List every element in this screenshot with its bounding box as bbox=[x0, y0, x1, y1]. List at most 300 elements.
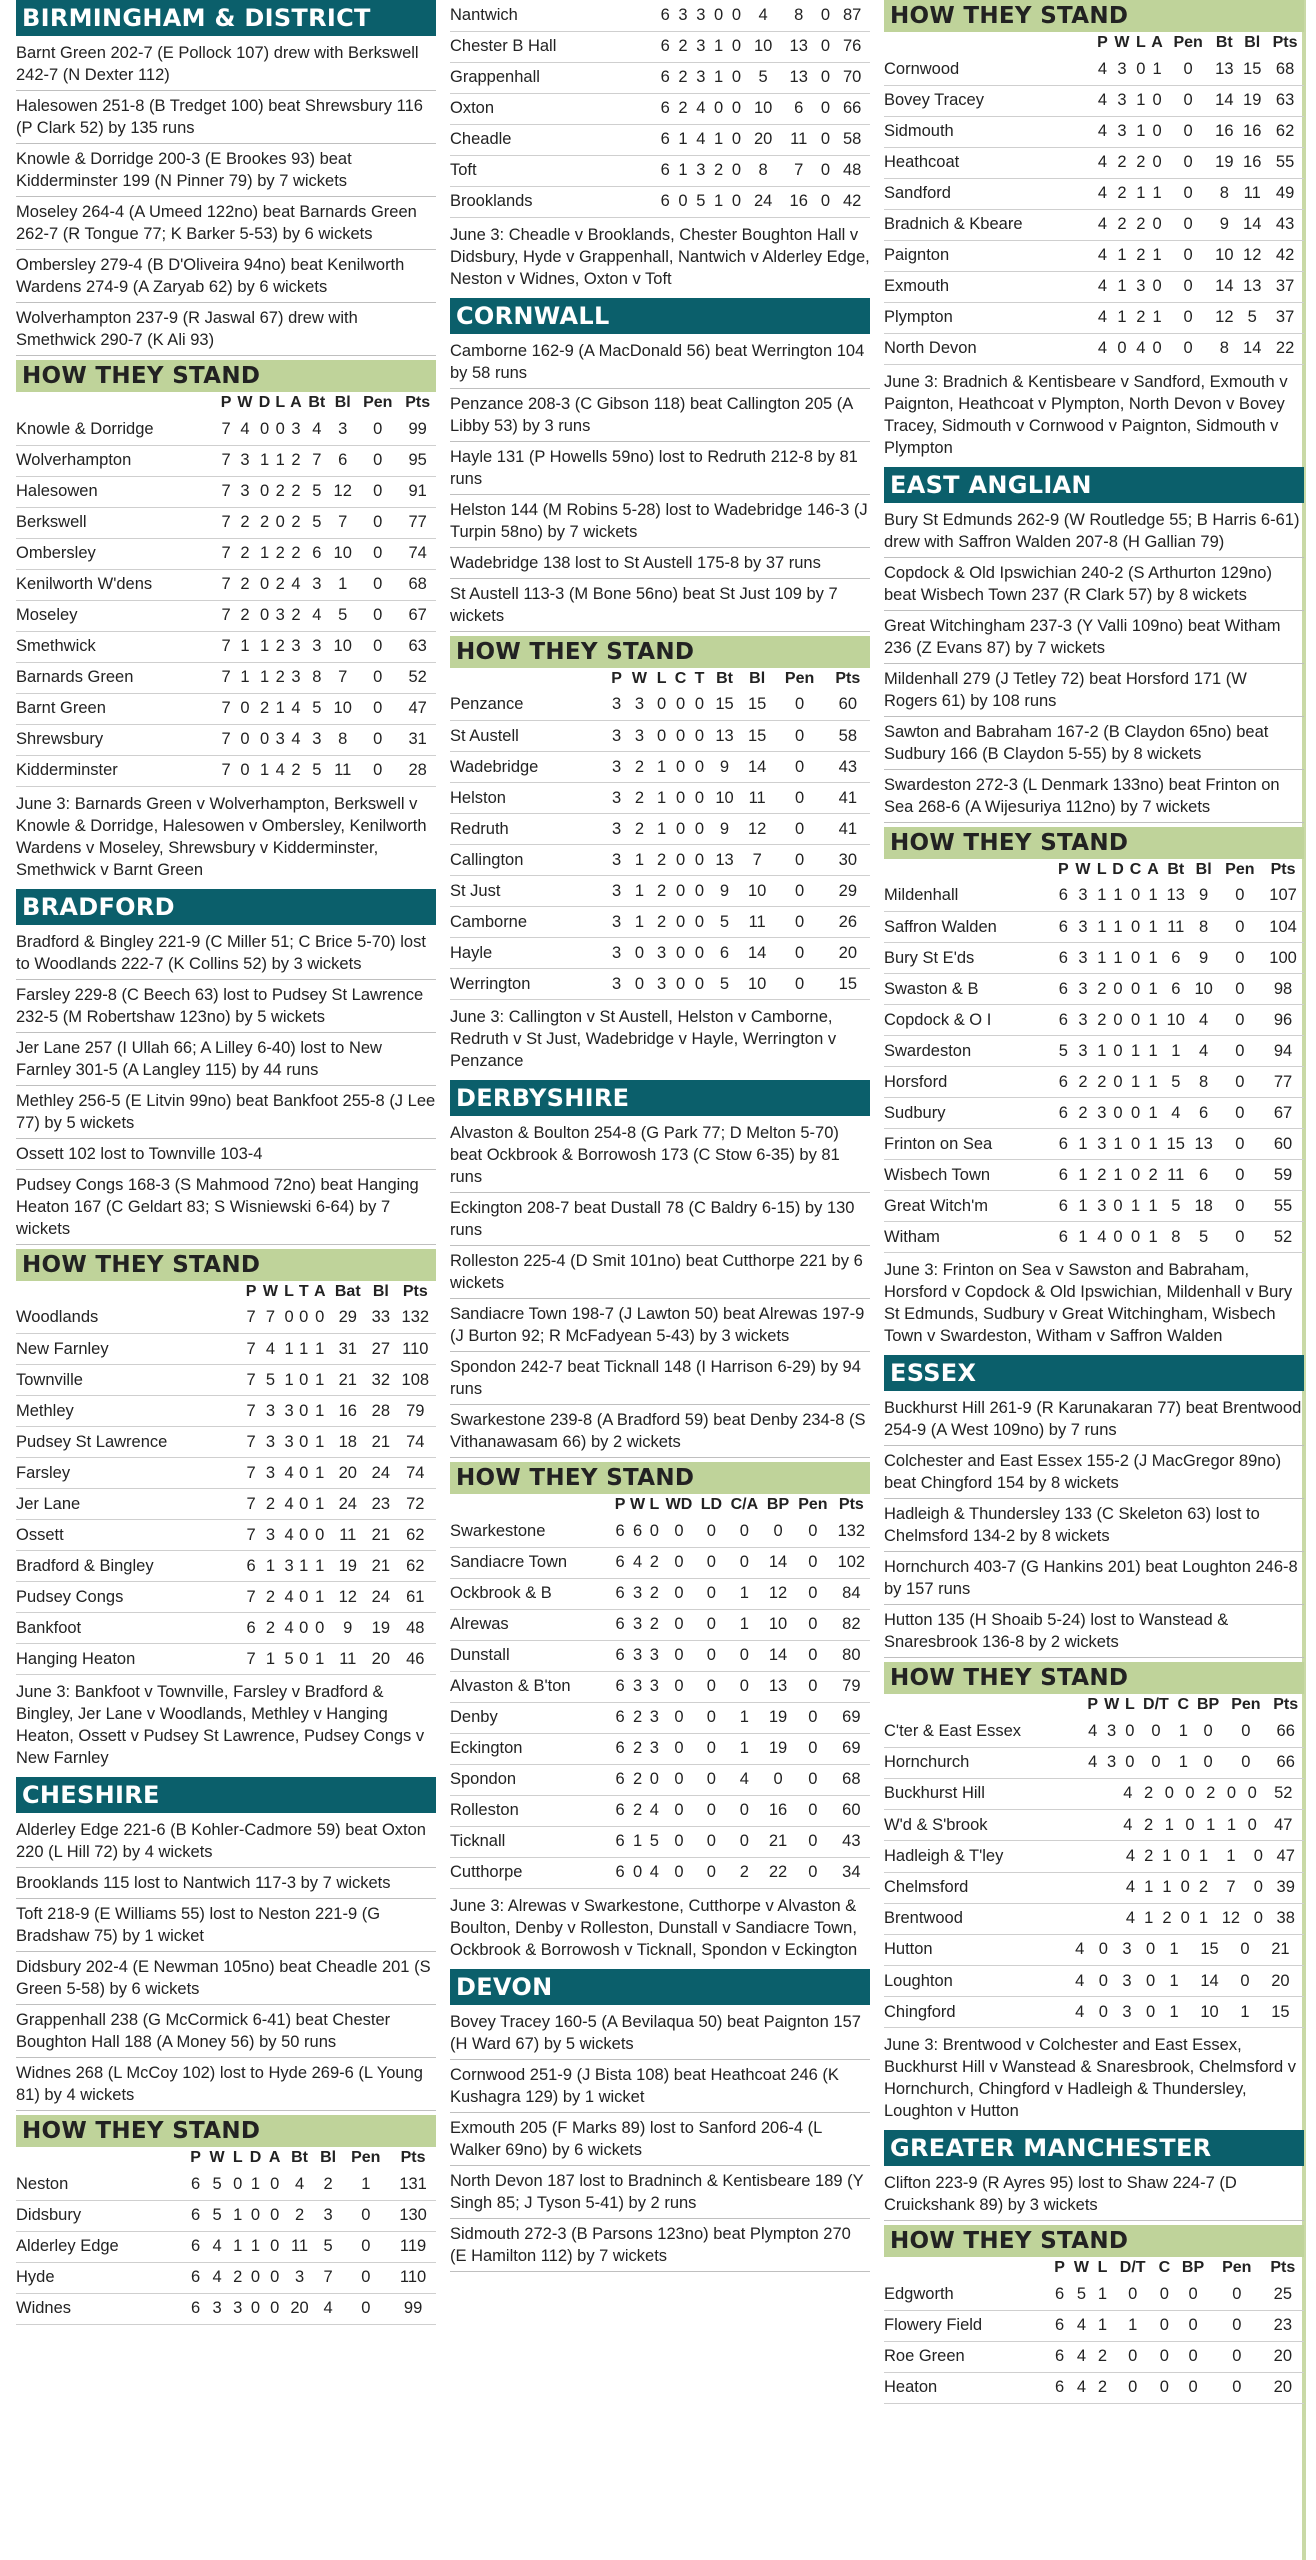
stat-cell: 2 bbox=[234, 507, 256, 538]
team-name: Paignton bbox=[884, 240, 1094, 271]
stat-cell: 0 bbox=[726, 1516, 763, 1547]
stat-cell: 1 bbox=[726, 1733, 763, 1764]
stat-cell: 21 bbox=[367, 1520, 395, 1551]
table-row bbox=[450, 1733, 870, 1764]
table-row bbox=[16, 724, 436, 755]
stat-cell: 1 bbox=[1127, 1036, 1145, 1067]
stat-cell: 10 bbox=[329, 538, 356, 569]
stat-cell: 0 bbox=[1111, 2341, 1155, 2372]
result-item: Knowle & Dorridge 200-3 (E Brookes 93) beat Kidderminster 199 (N Pinner 79) by 7 wickets bbox=[16, 144, 436, 197]
result-item: Didsbury 202-4 (E Newman 105no) beat Cheadle 201 (S Green 5-58) by 6 wickets bbox=[16, 1952, 436, 2005]
team-name: Oxton bbox=[450, 93, 656, 124]
stat-cell: 13 bbox=[1238, 271, 1266, 302]
stat-cell: 0 bbox=[653, 721, 670, 752]
stat-cell: 0 bbox=[1218, 912, 1263, 943]
stat-cell: 6 bbox=[1055, 1222, 1071, 1253]
stat-cell: 4 bbox=[1121, 1872, 1139, 1903]
stat-cell: 1 bbox=[1140, 1903, 1158, 1934]
stat-cell: 1 bbox=[1144, 974, 1162, 1005]
stat-cell: 6 bbox=[656, 62, 674, 93]
team-name: W'd & S'brook bbox=[884, 1810, 1118, 1841]
stat-cell: 0 bbox=[265, 2169, 284, 2200]
stat-cell: 8 bbox=[781, 0, 817, 31]
stat-cell: 1 bbox=[311, 1551, 328, 1582]
stat-cell: 4 bbox=[282, 1582, 297, 1613]
table-row bbox=[884, 240, 1304, 271]
stat-cell: 74 bbox=[399, 538, 436, 569]
stat-cell: 7 bbox=[218, 414, 234, 445]
stat-cell: 1 bbox=[273, 693, 287, 724]
column-header: W bbox=[209, 2149, 225, 2166]
result-item: Sidmouth 272-3 (B Parsons 123no) beat Plympton 270 (E Hamilton 112) by 7 wickets bbox=[450, 2219, 870, 2272]
table-row bbox=[450, 814, 870, 845]
stat-cell: 0 bbox=[1212, 2372, 1262, 2403]
stat-cell: 3 bbox=[607, 721, 626, 752]
stat-cell: 52 bbox=[399, 662, 436, 693]
stat-cell: 6 bbox=[613, 1764, 627, 1795]
column-header: Pen bbox=[1173, 34, 1203, 51]
stat-cell: 0 bbox=[793, 1671, 833, 1702]
stat-cell: 6 bbox=[1055, 1067, 1071, 1098]
stat-cell: 0 bbox=[710, 93, 728, 124]
team-name: Halesowen bbox=[16, 476, 218, 507]
stat-cell: 7 bbox=[218, 445, 234, 476]
stat-cell: 2 bbox=[674, 93, 692, 124]
stat-cell: 0 bbox=[1218, 1067, 1263, 1098]
stat-cell: 0 bbox=[1233, 1966, 1257, 1997]
team-name: Exmouth bbox=[884, 271, 1094, 302]
stat-cell: 1 bbox=[1221, 1810, 1242, 1841]
stat-cell: 0 bbox=[1218, 1160, 1263, 1191]
stat-cell: 3 bbox=[1115, 1997, 1139, 2028]
stat-cell: 6 bbox=[613, 1516, 627, 1547]
stat-cell: 10 bbox=[1210, 240, 1238, 271]
section-banner-devon: DEVON bbox=[450, 1969, 870, 2005]
stat-cell: 0 bbox=[1155, 2372, 1175, 2403]
stat-cell: 1 bbox=[1148, 302, 1166, 333]
stat-cell: 2 bbox=[1111, 178, 1134, 209]
stat-cell: 2 bbox=[315, 2169, 342, 2200]
stat-cell: 2 bbox=[627, 1764, 647, 1795]
stat-cell: 1 bbox=[1094, 2310, 1111, 2341]
stat-cell: 6 bbox=[1055, 1129, 1071, 1160]
stat-cell: 1 bbox=[1094, 1036, 1109, 1067]
team-name: Wadebridge bbox=[450, 752, 607, 783]
stat-cell: 6 bbox=[656, 93, 674, 124]
stat-cell: 0 bbox=[1224, 1716, 1267, 1747]
stat-cell: 3 bbox=[607, 845, 626, 876]
stat-cell: 0 bbox=[793, 1516, 833, 1547]
stat-cell: 2 bbox=[234, 600, 256, 631]
stat-cell: 2 bbox=[1071, 1098, 1094, 1129]
table-row bbox=[450, 31, 870, 62]
stat-cell: 27 bbox=[367, 1334, 395, 1365]
table-row bbox=[884, 1903, 1304, 1934]
stat-cell: 0 bbox=[1137, 1747, 1175, 1778]
stat-cell: 5 bbox=[1069, 2279, 1095, 2310]
stat-cell: 0 bbox=[661, 1857, 697, 1888]
result-item: Ossett 102 lost to Townville 103-4 bbox=[16, 1139, 436, 1170]
team-name: Helston bbox=[450, 783, 607, 814]
table-row bbox=[884, 1067, 1304, 1098]
column-header bbox=[884, 2257, 1050, 2279]
stat-cell: 84 bbox=[833, 1578, 870, 1609]
team-name: Spondon bbox=[450, 1764, 613, 1795]
stat-cell: 68 bbox=[1266, 54, 1304, 85]
stat-cell: 1 bbox=[256, 662, 273, 693]
team-name: Eckington bbox=[450, 1733, 613, 1764]
stat-cell: 2 bbox=[1138, 1810, 1159, 1841]
stat-cell: 2 bbox=[1133, 302, 1148, 333]
stat-cell: 0 bbox=[793, 1640, 833, 1671]
stat-cell: 0 bbox=[1192, 1716, 1225, 1747]
table-row bbox=[884, 1222, 1304, 1253]
stat-cell: 0 bbox=[246, 2293, 265, 2324]
stat-cell: 0 bbox=[691, 814, 708, 845]
stat-cell: 0 bbox=[661, 1702, 697, 1733]
stat-cell: 7 bbox=[781, 155, 817, 186]
stat-cell: 1 bbox=[256, 631, 273, 662]
stat-cell: 87 bbox=[834, 0, 870, 31]
table-row bbox=[884, 2341, 1304, 2372]
stat-cell: 4 bbox=[1118, 1810, 1139, 1841]
table-row bbox=[450, 783, 870, 814]
stat-cell: 15 bbox=[1162, 1129, 1190, 1160]
stat-cell: 2 bbox=[259, 1613, 282, 1644]
stat-cell: 29 bbox=[826, 876, 870, 907]
column-header: Pts bbox=[1270, 860, 1296, 878]
stat-cell: 62 bbox=[395, 1520, 436, 1551]
stat-cell: 0 bbox=[341, 2200, 390, 2231]
stat-cell: 0 bbox=[691, 907, 708, 938]
stat-cell: 2 bbox=[1071, 1067, 1094, 1098]
stat-cell: 4 bbox=[287, 569, 304, 600]
stat-cell: 0 bbox=[273, 507, 287, 538]
stat-cell: 3 bbox=[304, 724, 329, 755]
stat-cell: 0 bbox=[1174, 2341, 1212, 2372]
stat-cell: 6 bbox=[243, 1613, 259, 1644]
column-header: L bbox=[284, 1282, 294, 1300]
stat-cell: 0 bbox=[256, 476, 273, 507]
stat-cell: 6 bbox=[1055, 1005, 1071, 1036]
stat-cell: 0 bbox=[356, 724, 399, 755]
stat-cell: 1 bbox=[1158, 1872, 1176, 1903]
stat-cell: 4 bbox=[287, 693, 304, 724]
stat-cell: 0 bbox=[356, 569, 399, 600]
stat-cell: 0 bbox=[1166, 302, 1211, 333]
result-item: Moseley 264-4 (A Umeed 122no) beat Barnards Green 262-7 (R Tongue 77; K Barker 5-53) by 6 wickets bbox=[16, 197, 436, 250]
stat-cell: 21 bbox=[328, 1365, 367, 1396]
team-name: Berkswell bbox=[16, 507, 218, 538]
stat-cell: 1 bbox=[311, 1334, 328, 1365]
stat-cell: 3 bbox=[1071, 881, 1094, 912]
result-item: Wolverhampton 237-9 (R Jaswal 67) drew with Smethwick 290-7 (K Ali 93) bbox=[16, 303, 436, 356]
stat-cell: 1 bbox=[1109, 1160, 1127, 1191]
stat-cell: 130 bbox=[390, 2200, 436, 2231]
table-row bbox=[884, 271, 1304, 302]
stat-cell: 4 bbox=[1094, 302, 1110, 333]
stat-cell: 0 bbox=[1180, 1810, 1201, 1841]
stat-cell: 0 bbox=[1218, 1191, 1263, 1222]
stat-cell: 0 bbox=[234, 693, 256, 724]
stat-cell: 1 bbox=[674, 124, 692, 155]
stat-cell: 2 bbox=[648, 1547, 661, 1578]
stat-cell: 1 bbox=[1109, 1129, 1127, 1160]
column-header: W bbox=[1075, 860, 1091, 878]
stat-cell: 4 bbox=[1069, 2372, 1095, 2403]
stat-cell: 19 bbox=[763, 1702, 793, 1733]
stat-cell: 6 bbox=[613, 1640, 627, 1671]
stat-cell: 2 bbox=[627, 1733, 647, 1764]
team-name: Edgworth bbox=[884, 2279, 1050, 2310]
column-header: L bbox=[656, 669, 667, 687]
stat-cell: 12 bbox=[763, 1578, 793, 1609]
stat-cell: 3 bbox=[1111, 54, 1134, 85]
standings-title: HOW THEY STAND bbox=[16, 2115, 436, 2147]
column-header: P bbox=[1054, 2259, 1065, 2276]
table-row bbox=[450, 1826, 870, 1857]
stat-cell: 9 bbox=[328, 1613, 367, 1644]
stat-cell: 2 bbox=[648, 1609, 661, 1640]
stat-cell: 1 bbox=[1094, 912, 1109, 943]
stat-cell: 1 bbox=[311, 1396, 328, 1427]
stat-cell: 0 bbox=[773, 752, 825, 783]
column-header: Bt bbox=[1215, 34, 1233, 51]
stat-cell: 132 bbox=[833, 1516, 870, 1547]
stat-cell: 0 bbox=[1166, 147, 1211, 178]
stat-cell: 1 bbox=[1071, 1191, 1094, 1222]
stat-cell: 63 bbox=[399, 631, 436, 662]
stat-cell: 0 bbox=[356, 507, 399, 538]
stat-cell: 2 bbox=[1144, 1160, 1162, 1191]
stat-cell: 6 bbox=[187, 2200, 205, 2231]
stat-cell: 2 bbox=[653, 845, 670, 876]
stat-cell: 1 bbox=[710, 124, 728, 155]
stat-cell: 0 bbox=[1109, 1222, 1127, 1253]
stat-cell: 0 bbox=[1192, 1747, 1225, 1778]
stat-cell: 0 bbox=[1155, 2279, 1175, 2310]
stat-cell: 3 bbox=[627, 1609, 647, 1640]
stat-cell: 48 bbox=[395, 1613, 436, 1644]
stat-cell: 2 bbox=[627, 1795, 647, 1826]
stat-cell: 2 bbox=[1094, 2341, 1111, 2372]
stat-cell: 5 bbox=[304, 476, 329, 507]
stat-cell: 9 bbox=[708, 752, 741, 783]
stat-cell: 5 bbox=[745, 62, 781, 93]
stat-cell: 1 bbox=[341, 2169, 390, 2200]
stat-cell: 13 bbox=[1162, 881, 1190, 912]
stat-cell: 0 bbox=[1127, 1160, 1145, 1191]
column-header bbox=[884, 1694, 1085, 1716]
stat-cell: 1 bbox=[1133, 85, 1148, 116]
table-row bbox=[450, 845, 870, 876]
table-header-row bbox=[884, 2257, 1304, 2279]
stat-cell: 15 bbox=[741, 721, 774, 752]
result-item: Widnes 268 (L McCoy 102) lost to Hyde 269-6 (L Young 81) by 4 wickets bbox=[16, 2058, 436, 2111]
column-header: Pen bbox=[1231, 1696, 1261, 1713]
column-header: P bbox=[245, 1282, 257, 1300]
team-name: Bovey Tracey bbox=[884, 85, 1094, 116]
stat-cell: 1 bbox=[1127, 1191, 1145, 1222]
team-name: Saffron Walden bbox=[884, 912, 1055, 943]
result-item: Farsley 229-8 (C Beech 63) lost to Pudsey St Lawrence 232-5 (M Robertshaw 123no) by 5 wickets bbox=[16, 980, 436, 1033]
stat-cell: 0 bbox=[282, 1303, 297, 1334]
table-header-row bbox=[884, 859, 1304, 881]
stat-cell: 37 bbox=[1266, 302, 1304, 333]
stat-cell: 0 bbox=[256, 724, 273, 755]
table-row bbox=[884, 1810, 1304, 1841]
stat-cell: 20 bbox=[745, 124, 781, 155]
stat-cell: 6 bbox=[656, 31, 674, 62]
column-header bbox=[16, 2147, 187, 2169]
stat-cell: 11 bbox=[329, 755, 356, 786]
stat-cell: 0 bbox=[1109, 974, 1127, 1005]
stat-cell: 13 bbox=[763, 1671, 793, 1702]
result-item: Helston 144 (M Robins 5-28) lost to Wadebridge 146-3 (J Turpin 58no) by 7 wickets bbox=[450, 495, 870, 548]
table-row bbox=[450, 1764, 870, 1795]
stat-cell: 4 bbox=[205, 2262, 230, 2293]
stat-cell: 0 bbox=[773, 907, 825, 938]
stat-cell: 3 bbox=[1071, 943, 1094, 974]
stat-cell: 0 bbox=[817, 0, 835, 31]
column-header: C bbox=[1158, 2259, 1171, 2276]
stat-cell: 0 bbox=[265, 2200, 284, 2231]
stat-cell: 2 bbox=[648, 1578, 661, 1609]
stat-cell: 6 bbox=[613, 1826, 627, 1857]
stat-cell: 0 bbox=[1176, 1841, 1194, 1872]
table-row bbox=[16, 1613, 436, 1644]
stat-cell: 0 bbox=[234, 755, 256, 786]
stat-cell: 72 bbox=[395, 1489, 436, 1520]
stat-cell: 0 bbox=[1249, 1872, 1267, 1903]
stat-cell: 0 bbox=[1109, 1067, 1127, 1098]
stat-cell: 3 bbox=[205, 2293, 230, 2324]
section-banner-derbyshire: DERBYSHIRE bbox=[450, 1080, 870, 1116]
stat-cell: 48 bbox=[834, 155, 870, 186]
stat-cell: 0 bbox=[773, 969, 825, 1000]
stat-cell: 2 bbox=[1138, 1779, 1159, 1810]
stat-cell: 42 bbox=[834, 186, 870, 217]
stat-cell: 0 bbox=[1218, 881, 1263, 912]
stat-cell: 4 bbox=[692, 124, 710, 155]
stat-cell: 47 bbox=[1263, 1810, 1304, 1841]
stat-cell: 11 bbox=[741, 783, 774, 814]
result-item: Hadleigh & Thundersley 133 (C Skeleton 63) lost to Chelmsford 134-2 by 8 wickets bbox=[884, 1499, 1304, 1552]
stat-cell: 5 bbox=[329, 600, 356, 631]
stat-cell: 7 bbox=[218, 631, 234, 662]
stat-cell: 14 bbox=[741, 752, 774, 783]
stat-cell: 24 bbox=[328, 1489, 367, 1520]
table-row bbox=[16, 569, 436, 600]
stat-cell: 10 bbox=[1190, 974, 1218, 1005]
stat-cell: 67 bbox=[1262, 1098, 1304, 1129]
section-banner-cheshire: CHESHIRE bbox=[16, 1777, 436, 1813]
stat-cell: 6 bbox=[1050, 2341, 1068, 2372]
stat-cell: 96 bbox=[1262, 1005, 1304, 1036]
stat-cell: 12 bbox=[328, 1582, 367, 1613]
fixtures-text: June 3: Alrewas v Swarkestone, Cutthorpe v Alvaston & Boulton, Denby v Rolleston, Dunstall v Sandiacre Town, Ockbrook & Borrowosh v Ticknall, Spondon v Eckington bbox=[450, 1896, 858, 1959]
stat-cell: 19 bbox=[1210, 147, 1238, 178]
team-name: Hyde bbox=[16, 2262, 187, 2293]
stat-cell: 0 bbox=[793, 1857, 833, 1888]
stat-cell: 19 bbox=[328, 1551, 367, 1582]
stat-cell: 4 bbox=[284, 2169, 315, 2200]
column-header: Pen bbox=[351, 2149, 381, 2166]
stat-cell: 12 bbox=[1238, 240, 1266, 271]
stat-cell: 95 bbox=[399, 445, 436, 476]
stat-cell: 12 bbox=[741, 814, 774, 845]
stat-cell: 4 bbox=[205, 2231, 230, 2262]
stat-cell: 0 bbox=[691, 690, 708, 721]
result-item: Hutton 135 (H Shoaib 5-24) lost to Wanstead & Snaresbrook 136-8 by 2 wickets bbox=[884, 1605, 1304, 1658]
stat-cell: 1 bbox=[710, 31, 728, 62]
stat-cell: 6 bbox=[243, 1551, 259, 1582]
stat-cell: 1 bbox=[1159, 1810, 1180, 1841]
stat-cell: 0 bbox=[1148, 116, 1166, 147]
stat-cell: 0 bbox=[1148, 333, 1166, 364]
result-item: Exmouth 205 (F Marks 89) lost to Sanford 206-4 (L Walker 69no) by 6 wickets bbox=[450, 2113, 870, 2166]
standings-table-cornwall bbox=[450, 668, 870, 1001]
stat-cell: 4 bbox=[1094, 54, 1110, 85]
stat-cell: 2 bbox=[674, 31, 692, 62]
stat-cell: 2 bbox=[674, 62, 692, 93]
stat-cell: 0 bbox=[356, 600, 399, 631]
stat-cell: 0 bbox=[1137, 1716, 1175, 1747]
stat-cell: 0 bbox=[670, 907, 691, 938]
stat-cell: 102 bbox=[833, 1547, 870, 1578]
standings-table-bradford bbox=[16, 1281, 436, 1676]
stat-cell: 67 bbox=[399, 600, 436, 631]
stat-cell: 0 bbox=[793, 1733, 833, 1764]
table-row bbox=[884, 912, 1304, 943]
result-item: Wadebridge 138 lost to St Austell 175-8 by 37 runs bbox=[450, 548, 870, 579]
stat-cell: 0 bbox=[661, 1640, 697, 1671]
table-row bbox=[16, 2293, 436, 2324]
team-name: Penzance bbox=[450, 690, 607, 721]
stat-cell: 5 bbox=[315, 2231, 342, 2262]
table-row bbox=[884, 2310, 1304, 2341]
table-row bbox=[884, 85, 1304, 116]
stat-cell: 23 bbox=[367, 1489, 395, 1520]
table-row bbox=[884, 302, 1304, 333]
stat-cell: 0 bbox=[1218, 1036, 1263, 1067]
team-name: Redruth bbox=[450, 814, 607, 845]
team-name: Townville bbox=[16, 1365, 243, 1396]
stat-cell: 1 bbox=[1071, 1160, 1094, 1191]
stat-cell: 0 bbox=[670, 690, 691, 721]
team-name: Didsbury bbox=[16, 2200, 187, 2231]
stat-cell: 3 bbox=[287, 414, 304, 445]
stat-cell: 12 bbox=[329, 476, 356, 507]
stat-cell: 0 bbox=[691, 721, 708, 752]
stat-cell: 4 bbox=[282, 1520, 297, 1551]
stat-cell: 9 bbox=[1190, 881, 1218, 912]
stat-cell: 1 bbox=[1194, 1903, 1212, 1934]
stat-cell: 0 bbox=[697, 1857, 726, 1888]
stat-cell: 14 bbox=[763, 1547, 793, 1578]
stat-cell: 66 bbox=[834, 93, 870, 124]
stat-cell: 4 bbox=[648, 1857, 661, 1888]
column-header: L bbox=[232, 2149, 243, 2166]
result-item: Hornchurch 403-7 (G Hankins 201) beat Loughton 246-8 by 157 runs bbox=[884, 1552, 1304, 1605]
stat-cell: 0 bbox=[1155, 2310, 1175, 2341]
table-row bbox=[450, 1857, 870, 1888]
stat-cell: 3 bbox=[259, 1520, 282, 1551]
table-header-row bbox=[884, 32, 1304, 54]
table-row bbox=[884, 974, 1304, 1005]
stat-cell: 0 bbox=[817, 186, 835, 217]
stat-cell: 0 bbox=[728, 124, 746, 155]
